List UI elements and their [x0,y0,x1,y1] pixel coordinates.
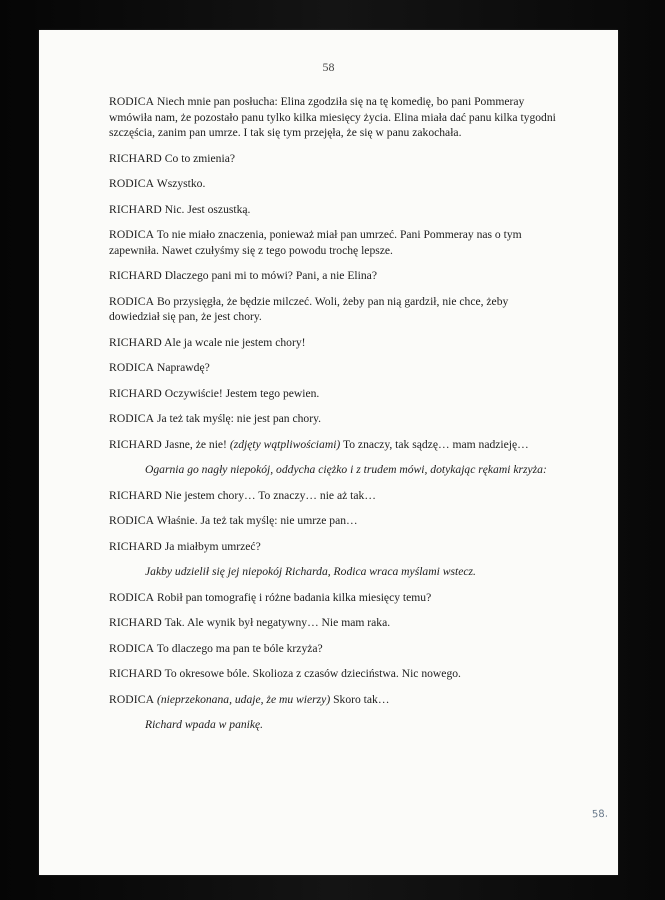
dialogue-line [109,590,559,606]
speaker-name: RICHARD [109,151,162,165]
dialogue-line [109,666,559,682]
dialogue-line [109,335,559,351]
speaker-name: RODICA [109,641,155,655]
speaker-name: RODICA [109,590,155,604]
speaker-name: RICHARD [109,335,162,349]
dialogue-line [109,641,559,657]
dialogue-text: Tak. Ale wynik był negatywny… Nie mam raka. [164,616,391,629]
dialogue-line [109,539,559,555]
dialogue-text: To znaczy, tak sądzę… mam nadzieję… [340,437,529,451]
dialogue-text: Ja też tak myślę: nie jest pan chory. [156,412,322,425]
script-body [109,94,559,743]
stage-direction: Ogarnia go nagły niepokój, oddycha ciężko i z trudem mówi, dotykając rękami krzyża: [145,463,547,476]
dialogue-text: To nie miało znaczenia, ponieważ miał pan umrzeć. Pani Pommeray nas o tym zapewniła. Nawet czułyśmy się z tego powodu trochę lepsze. [109,228,522,257]
dialogue-line [109,176,559,192]
dialogue-text: Właśnie. Ja też tak myślę: nie umrze pan… [156,514,358,527]
speaker-name: RODICA [109,514,155,527]
speaker-name: RICHARD [109,539,162,553]
page-number: 58 [322,60,335,74]
dialogue-text: Nie jestem chory… To znaczy… nie aż tak… [164,488,376,502]
dialogue-text: To okresowe bóle. Skolioza z czasów dzieciństwa. Nic nowego. [164,667,461,680]
stage-direction: Richard wpada w panikę. [145,718,264,731]
dialogue-line [109,360,559,376]
dialogue-text: Skoro tak… [330,692,390,706]
speaker-name: RODICA [109,361,155,374]
dialogue-text: Bo przysięgła, że będzie milczeć. Woli, żeby pan nią gardził, nie chce, żeby dowiedział się pan, że jest chory. [109,294,509,323]
speaker-name: RICHARD [109,202,162,216]
dialogue-text: Wszystko. [156,177,206,190]
dialogue-line [109,411,559,427]
stage-direction-inline: (nieprzekonana, udaje, że mu wierzy) [156,692,331,706]
speaker-name: RICHARD [109,616,162,629]
dialogue-line [109,268,559,284]
dialogue-line [109,151,559,167]
dialogue-line [109,615,559,631]
speaker-name: RODICA [109,412,155,425]
dialogue-line [109,488,559,504]
dialogue-line [109,94,559,141]
dialogue-text: Ale ja wcale nie jestem chory! [164,335,306,349]
speaker-name: RODICA [109,177,155,190]
speaker-name: RODICA [109,692,155,706]
dialogue-text: To dlaczego ma pan te bóle krzyża? [156,641,323,655]
speaker-name: RODICA [109,228,155,241]
speaker-name: RICHARD [109,488,162,502]
dialogue-line [109,692,559,708]
dialogue-line [109,513,559,529]
stage-direction: Jakby udzielił się jej niepokój Richarda, Rodica wraca myślami wstecz. [145,565,476,578]
dialogue-text: Co to zmienia? [164,151,235,165]
dialogue-line [109,294,559,325]
dialogue-text: Niech mnie pan posłucha: Elina zgodziła się na tę komedię, bo pani Pommeray wmówiła nam, że pozostało panu tylko kilka miesięcy życia. Elina miała dać panu kilka tygodni szczęścia, zanim pan umrze. I tak się tym przejęła, że się w panu zakochała. [109,95,556,139]
dialogue-line [109,202,559,218]
dialogue-text: Jasne, że nie! [164,437,230,451]
speaker-name: RODICA [109,95,155,108]
dialogue-text: Nic. Jest oszustką. [164,202,251,216]
speaker-name: RODICA [109,294,155,308]
document-page [39,30,618,875]
dialogue-text: Naprawdę? [156,361,210,374]
stage-direction-inline: (zdjęty wątpliwościami) [229,437,341,451]
speaker-name: RICHARD [109,269,162,282]
dialogue-line [109,437,559,453]
dialogue-text: Robił pan tomografię i różne badania kilka miesięcy temu? [156,590,432,604]
handwritten-page-mark: 58. [591,808,609,821]
dialogue-line [109,227,559,258]
dialogue-line [109,386,559,402]
dialogue-text: Oczywiście! Jestem tego pewien. [164,386,320,400]
speaker-name: RICHARD [109,667,162,680]
dialogue-text: Dlaczego pani mi to mówi? Pani, a nie Elina? [164,269,377,282]
speaker-name: RICHARD [109,437,162,451]
dialogue-text: Ja miałbym umrzeć? [164,539,261,553]
speaker-name: RICHARD [109,386,162,400]
